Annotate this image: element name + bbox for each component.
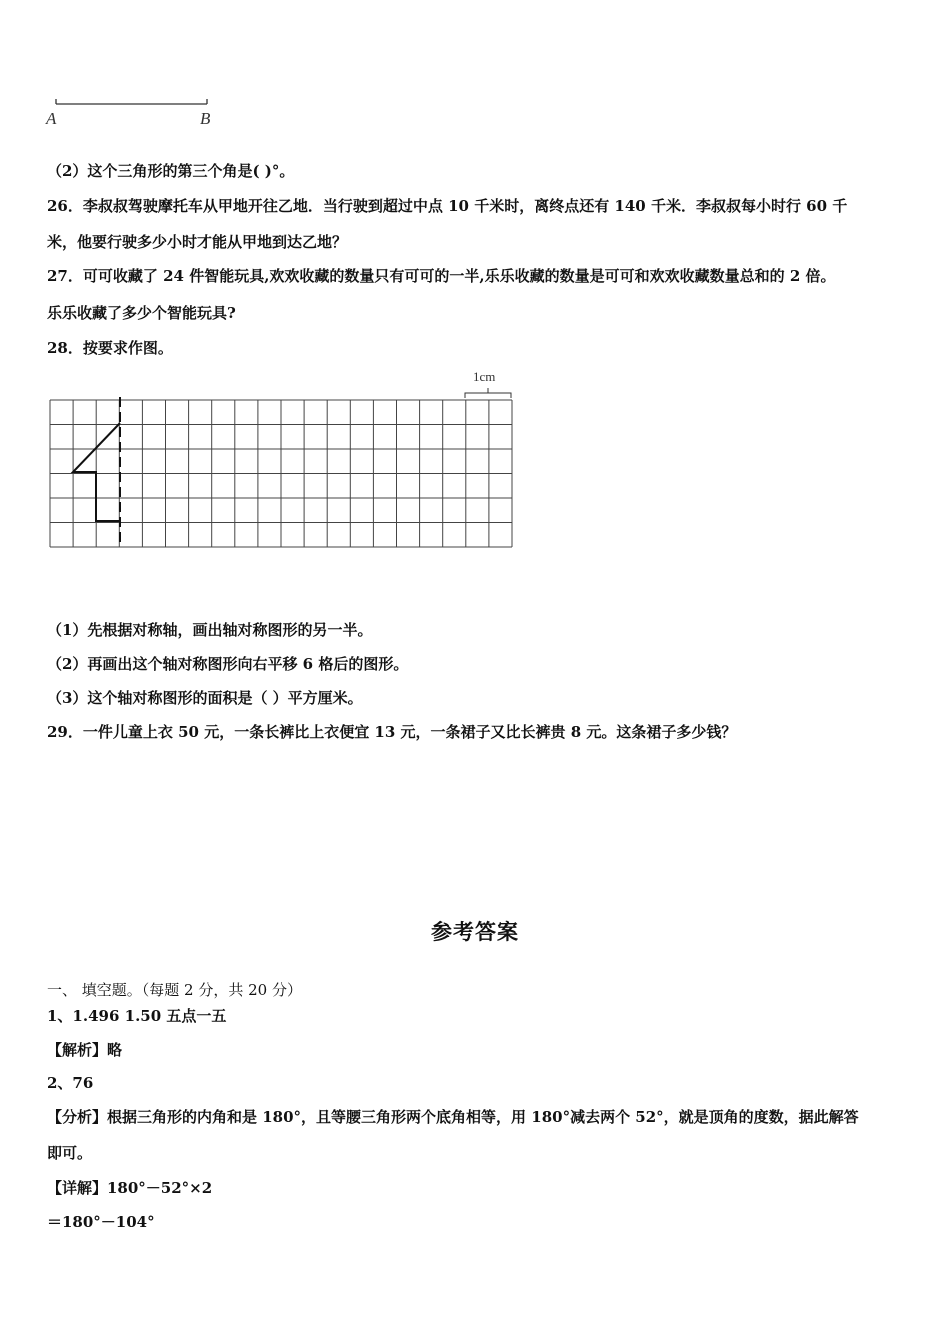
answer-2-analysis-line1: 【分析】根据三角形的内角和是 180°，且等腰三角形两个底角相等，用 180°减去两个 52°，就是顶角的度数，据此解答 — [47, 1108, 859, 1126]
scale-label: 1cm — [473, 369, 496, 384]
segment-ab-figure — [40, 92, 230, 132]
q25-sub2: （2）这个三角形的第三个角是( )°。 — [47, 162, 295, 180]
q26-line2: 米，他要行驶多少小时才能从甲地到达乙地？ — [47, 233, 348, 251]
answers-title: 参考答案 — [431, 919, 519, 944]
point-label-a: A — [46, 109, 57, 128]
answer-2-detail: 【详解】180°－52°×2 — [47, 1179, 213, 1197]
scale-bracket — [465, 388, 511, 398]
q26-line1: 26．李叔叔驾驶摩托车从甲地开往乙地．当行驶到超过中点 10 千米时，离终点还有 140 千米．李叔叔每小时行 60 千 — [47, 197, 848, 215]
answer-1: 1、1.496 1.50 五点一五 — [47, 1007, 227, 1025]
point-label-b: B — [200, 109, 211, 128]
q28-text: 28．按要求作图。 — [47, 339, 173, 357]
section1-heading: 一、 填空题。（每题 2 分，共 20 分） — [47, 981, 302, 999]
answer-2: 2、76 — [47, 1074, 94, 1092]
q27-line2: 乐乐收藏了多少个智能玩具? — [47, 304, 236, 322]
q28-sub2: （2）再画出这个轴对称图形向右平移 6 格后的图形。 — [47, 655, 409, 673]
q27-line1: 27．可可收藏了 24 件智能玩具,欢欢收藏的数量只有可可的一半,乐乐收藏的数量是可可和欢欢收藏数量总和的 2 倍。 — [47, 267, 836, 285]
answer-1-analysis: 【解析】略 — [47, 1041, 123, 1059]
q28-sub1: （1）先根据对称轴，画出轴对称图形的另一半。 — [47, 621, 373, 639]
q28-sub3: （3）这个轴对称图形的面积是（ ）平方厘米。 — [47, 689, 363, 707]
q29: 29．一件儿童上衣 50 元，一条长裤比上衣便宜 13 元，一条裙子又比长裤贵 8 元。这条裙子多少钱？ — [47, 723, 737, 741]
answer-2-step: ＝180°－104° — [47, 1213, 155, 1231]
answer-2-analysis-line2: 即可。 — [47, 1144, 93, 1162]
grid-figure — [40, 365, 520, 555]
